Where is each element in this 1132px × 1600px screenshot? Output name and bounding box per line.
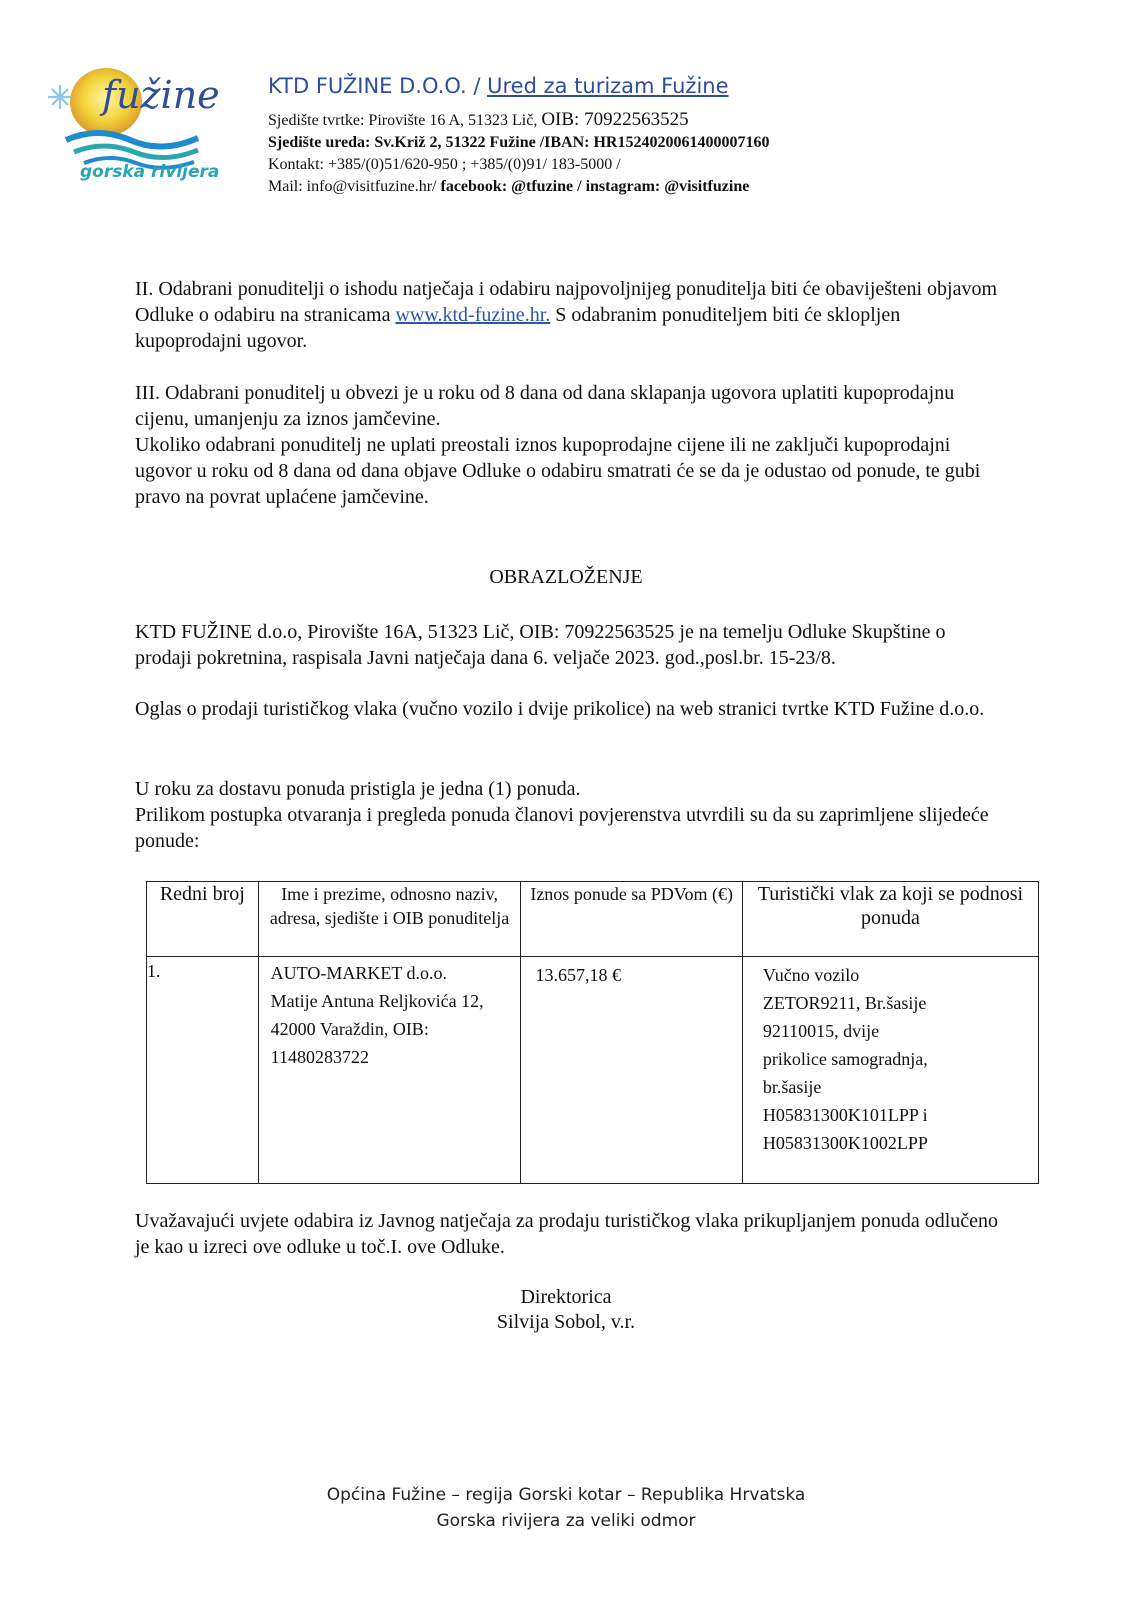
cell-number: 1. [147, 957, 259, 1184]
paragraph-offers-intro: Prilikom postupka otvaranja i pregleda ponuda članovi povjerenstva utvrdili su da su zaprimljene slijedeće ponude: [135, 804, 989, 852]
header-line-address [268, 109, 689, 131]
table-row [147, 957, 1039, 1184]
paragraph-ii-text-a: II. Odabrani ponuditelji o ishodu natječaja i odabiru najpovoljnijeg ponuditelja biti će obaviješteni objavom Odluke o odabiru na stranicama [135, 278, 998, 326]
item-line: ZETOR9211, Br.šasije [762, 993, 927, 1013]
offers-table [146, 881, 1039, 1184]
header-line-mail [268, 178, 749, 196]
col-header-amount: Iznos ponude sa PDVom (€) [521, 882, 742, 957]
snowflake-icon [48, 85, 72, 109]
mail-text: Mail: info@visitfuzine.hr/ [268, 178, 441, 195]
address-text: Sjedište tvrtke: Pirovište 16 A, 51323 Lič, [268, 112, 542, 129]
bidder-line: AUTO-MARKET d.o.o. [270, 963, 448, 983]
company-name: KTD FUŽINE D.O.O. / [268, 74, 488, 98]
item-line: 92110015, dvije [762, 1021, 880, 1041]
header-line-office: Sjedište ureda: Sv.Križ 2, 51322 Fužine /IBAN: HR1524020061400007160 [268, 134, 770, 151]
company-title [268, 74, 729, 98]
office-name: Ured za turizam Fužine [487, 74, 729, 98]
paragraph-background: KTD FUŽINE d.o.o, Pirovište 16A, 51323 Lič, OIB: 70922563525 je na temelju Odluke Skupštine o prodaji pokretnina, raspisala Javni natječaja dana 6. veljače 2023. god.,posl.br. 15-23/8. [135, 621, 946, 669]
signature-name: Silvija Sobol, v.r. [496, 1311, 636, 1333]
oib-text: OIB: 70922563525 [541, 109, 689, 130]
paragraph-conclusion: Uvažavajući uvjete odabira iz Javnog natječaja za prodaju turističkog vlaka prikupljanjem ponuda odlučeno je kao u izreci ove odluke u toč.I. ove Odluke. [135, 1210, 999, 1258]
col-header-item: Turistički vlak za koji se podnosi ponuda [742, 882, 1038, 957]
item-line: Vučno vozilo [762, 965, 860, 985]
paragraph-offers-count: U roku za dostavu ponuda pristigla je jedna (1) ponuda. [135, 778, 581, 800]
item-line: prikolice samogradnja, [762, 1049, 928, 1069]
cell-amount: 13.657,18 € [521, 957, 742, 1184]
bidder-line: 42000 Varaždin, OIB: [270, 1019, 429, 1039]
item-line: H05831300K1002LPP [762, 1133, 928, 1153]
item-line: br.šasije [762, 1077, 822, 1097]
paragraph-ii [135, 276, 1005, 354]
item-line: H05831300K101LPP i [762, 1105, 928, 1125]
section-heading: OBRAZLOŽENJE [489, 566, 643, 588]
footer-line-1: Općina Fužine – regija Gorski kotar – Republika Hrvatska [326, 1485, 806, 1505]
table-header-row [147, 882, 1039, 957]
bidder-line: 11480283722 [270, 1047, 370, 1067]
logo-tagline: gorska rivijera [80, 162, 220, 182]
paragraph-ad: Oglas o prodaji turističkog vlaka (vučno vozilo i dvije prikolice) na web stranici tvrtke KTD Fužine d.o.o. [135, 698, 985, 720]
header-line-contact: Kontakt: +385/(0)51/620-950 ; +385/(0)91/ 183-5000 / [268, 156, 621, 173]
signature-role: Direktorica [520, 1286, 612, 1308]
paragraph-iii: III. Odabrani ponuditelj u obvezi je u roku od 8 dana od dana sklapanja ugovora uplatiti kupoprodajnu cijenu, umanjenju za iznos jamčevine. [135, 382, 955, 430]
footer-line-2: Gorska rivijera za veliki odmor [436, 1511, 696, 1531]
social-text: facebook: @tfuzine / instagram: @visitfuzine [440, 178, 750, 195]
col-header-number: Redni broj [147, 882, 259, 957]
logo-script-text: fužine [102, 73, 220, 117]
cell-bidder [258, 957, 521, 1184]
website-link[interactable]: www.ktd-fuzine.hr. [395, 304, 551, 326]
cell-item [742, 957, 1038, 1184]
col-header-bidder: Ime i prezime, odnosno naziv, adresa, sjedište i OIB ponuditelja [258, 882, 521, 957]
bidder-line: Matije Antuna Reljkovića 12, [270, 991, 484, 1011]
paragraph-ii-text-b: S odabranim ponuditeljem biti će sklopljen kupoprodajni ugovor. [135, 304, 901, 352]
paragraph-iii-cont: Ukoliko odabrani ponuditelj ne uplati preostali iznos kupoprodajne cijene ili ne zaključi kupoprodajni ugovor u roku od 8 dana od dana objave Odluke o odabiru smatrati će se da je odustao od ponude, te gubi pravo na povrat uplaćene jamčevine. [135, 434, 981, 508]
